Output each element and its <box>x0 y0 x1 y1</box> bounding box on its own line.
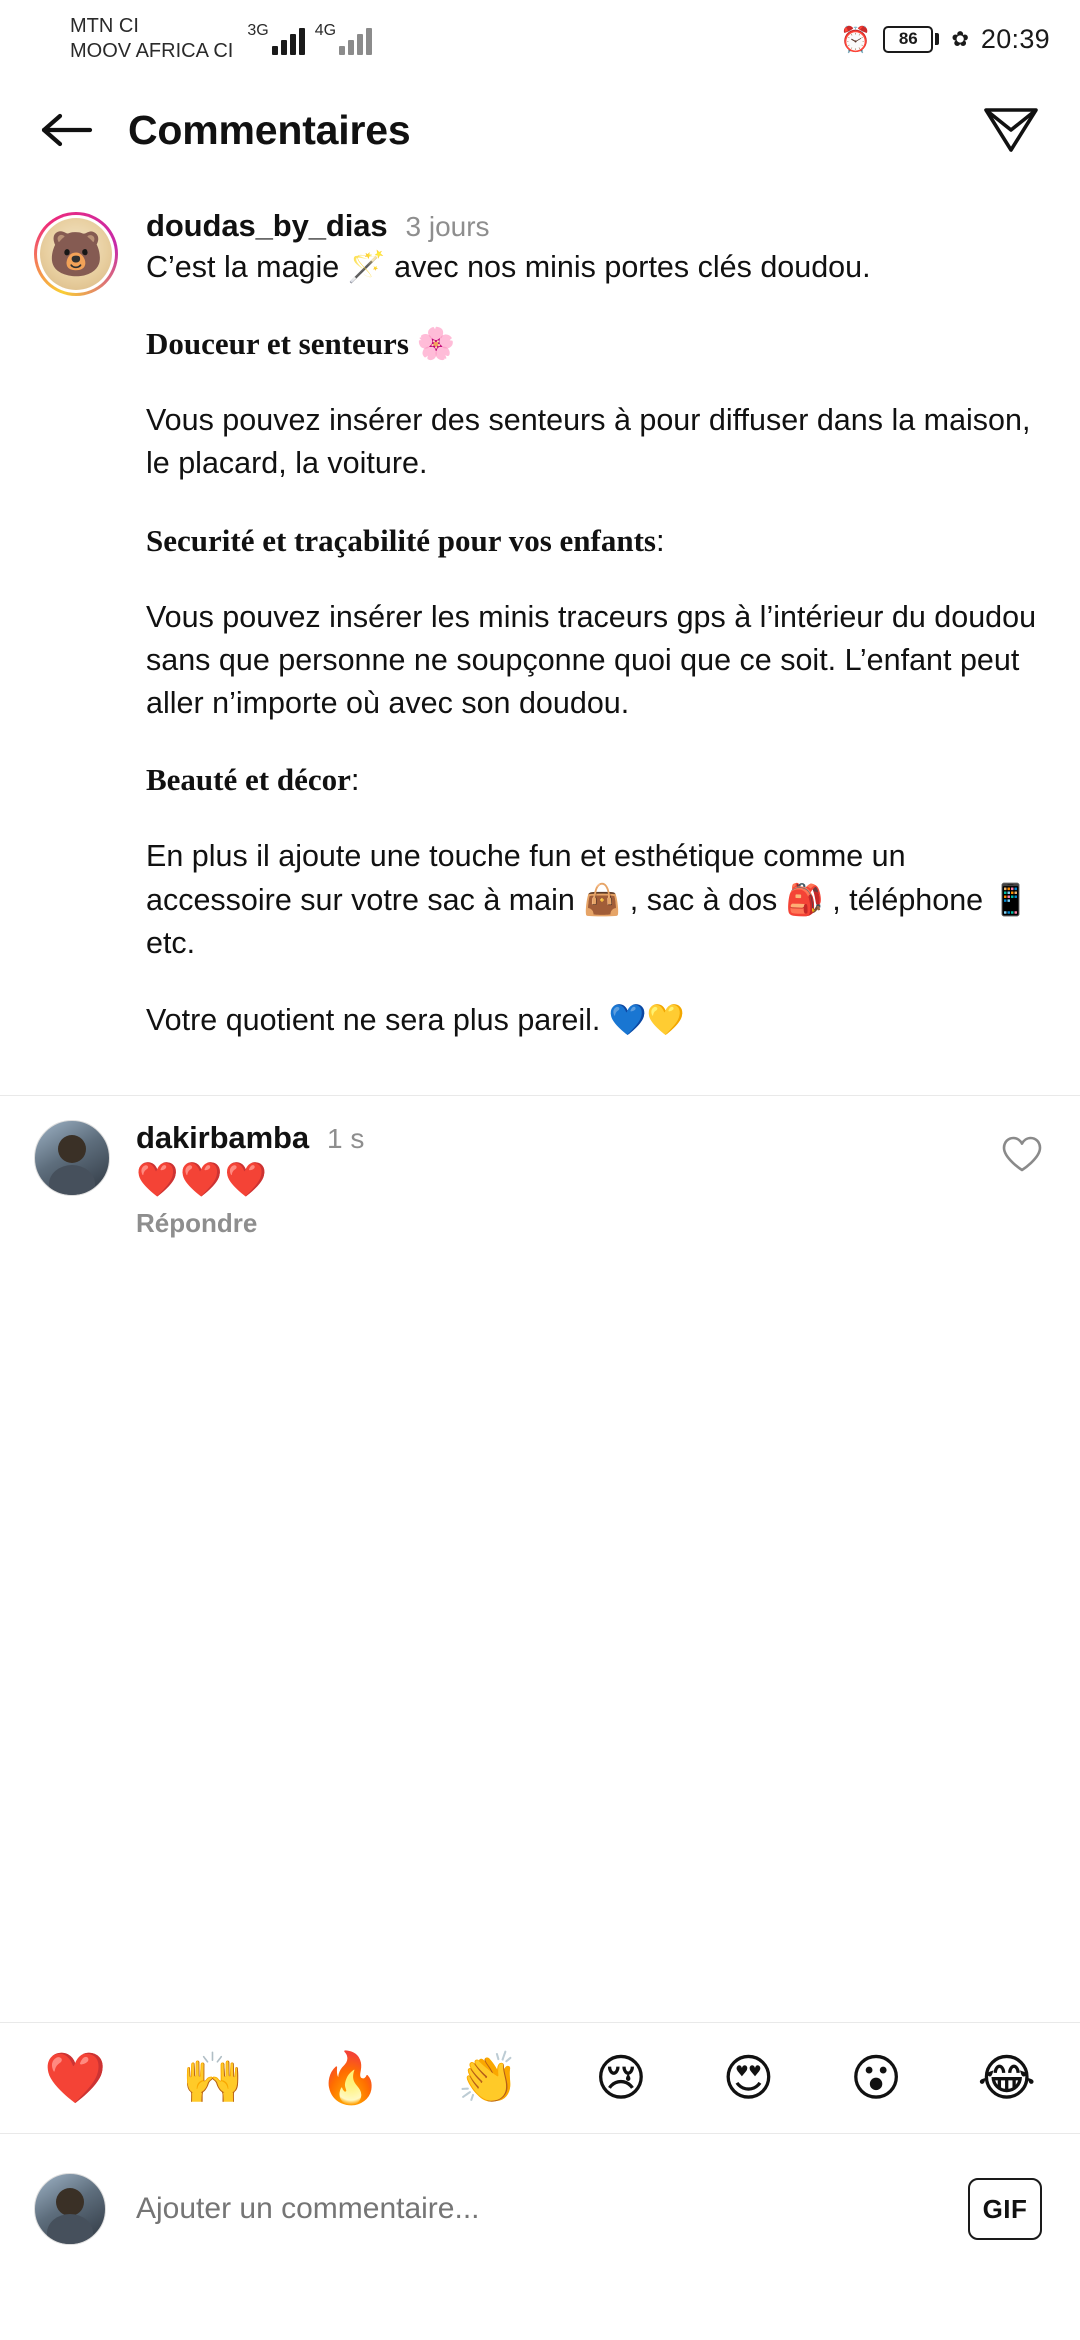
comment-username[interactable]: doudas_by_dias <box>146 208 388 243</box>
comment-item-reply[interactable] <box>0 1096 1080 1246</box>
bear-avatar-icon: 🐻 <box>40 218 112 290</box>
back-button[interactable] <box>36 99 98 161</box>
signal-indicators <box>247 23 372 55</box>
carrier-labels <box>70 14 233 64</box>
navigation-gap <box>0 2284 1080 2340</box>
red-heart-emoji[interactable]: ❤️ <box>44 2049 107 2107</box>
comment-paragraph-1: C’est la magie 🪄 avec nos minis portes clés doudou. <box>146 250 871 284</box>
heart-eyes-emoji[interactable]: 😍 <box>722 2049 775 2107</box>
network-type-1: 3G <box>247 22 269 39</box>
avatar[interactable] <box>34 212 118 296</box>
comment-paragraph-5: Votre quotient ne sera plus pareil. 💙💛 <box>146 1003 685 1038</box>
carrier-secondary: MOOV AFRICA CI <box>70 40 234 62</box>
heart-outline-icon <box>1001 1135 1043 1173</box>
avatar-inner <box>37 215 115 293</box>
comment-body <box>146 208 1046 1077</box>
network-type-2: 4G <box>314 22 337 39</box>
comment-subheading-3-text: Beauté et décor <box>146 762 351 798</box>
avatar[interactable] <box>34 1120 110 1196</box>
carrier-primary: MTN CI <box>70 15 139 37</box>
status-clock: 20:39 <box>980 23 1050 54</box>
like-button[interactable] <box>998 1130 1046 1178</box>
status-bar <box>0 0 1080 78</box>
comment-input[interactable] <box>134 2191 952 2227</box>
battery-level: 86 <box>883 26 933 53</box>
comment-subheading-1: Douceur et senteurs 🌸 <box>146 326 456 362</box>
comment-subheading-2-text: Securité et traçabilité pour vos enfants <box>146 522 656 558</box>
comment-subheading-3 <box>146 759 1046 801</box>
avatar <box>34 2173 106 2245</box>
signal-bars-2-icon <box>339 25 372 55</box>
crying-face-emoji[interactable]: 😢 <box>594 2049 647 2107</box>
status-bar-left <box>70 14 372 64</box>
reply-text: ❤️❤️❤️ <box>136 1159 270 1200</box>
gif-button[interactable]: GIF <box>968 2178 1042 2240</box>
raised-hands-emoji[interactable]: 🙌 <box>181 2049 244 2107</box>
back-arrow-icon <box>40 110 94 150</box>
share-button[interactable] <box>980 99 1042 161</box>
comment-subheading-3-colon: : <box>350 762 360 798</box>
comment-subheading-2 <box>146 520 1046 562</box>
share-paper-plane-icon <box>983 104 1039 156</box>
comment-paragraph-4: En plus il ajoute une touche fun et esthétique comme un accessoire sur votre sac à main 👜 , sac à dos 🎒 , téléphone 📱 etc. <box>146 839 1030 960</box>
signal-unit-2 <box>315 23 372 55</box>
reply-body <box>136 1120 978 1239</box>
signal-bars-1-icon <box>272 25 305 55</box>
comment-timestamp: 3 jours <box>405 211 490 242</box>
signal-unit-1 <box>247 23 304 55</box>
comments-thread[interactable] <box>0 182 1080 2022</box>
clapping-hands-emoji[interactable]: 👏 <box>457 2049 520 2107</box>
joy-tears-emoji[interactable]: 😂 <box>977 2049 1036 2107</box>
comment-item-main[interactable] <box>0 208 1080 1077</box>
leaf-icon: ✿ <box>951 27 969 51</box>
comment-timestamp: 1 s <box>327 1122 365 1154</box>
emoji-quick-bar[interactable] <box>0 2022 1080 2134</box>
comment-composer[interactable] <box>0 2134 1080 2284</box>
comment-paragraph-3: Vous pouvez insérer les minis traceurs gps à l’intérieur du doudou sans que personne ne soupçonne quoi que ce soit. L’enfant peut aller n’importe où avec son doudou. <box>146 599 1037 721</box>
battery-indicator <box>883 26 939 53</box>
alarm-clock-icon: ⏰ <box>840 24 872 54</box>
app-header <box>0 78 1080 182</box>
fire-emoji[interactable]: 🔥 <box>319 2049 382 2107</box>
surprised-face-emoji[interactable]: 😮 <box>849 2049 903 2107</box>
reply-header <box>136 1120 978 1156</box>
reply-button[interactable]: Répondre <box>136 1207 258 1238</box>
battery-tip-icon <box>935 33 939 45</box>
comment-username[interactable]: dakirbamba <box>136 1119 310 1155</box>
comment-subheading-2-colon: : <box>656 522 665 558</box>
status-bar-right <box>840 24 1050 55</box>
comment-paragraph-2: Vous pouvez insérer des senteurs à pour diffuser dans la maison, le placard, la voiture. <box>146 403 1031 481</box>
comment-header <box>146 208 1046 244</box>
page-title: Commentaires <box>128 106 411 153</box>
